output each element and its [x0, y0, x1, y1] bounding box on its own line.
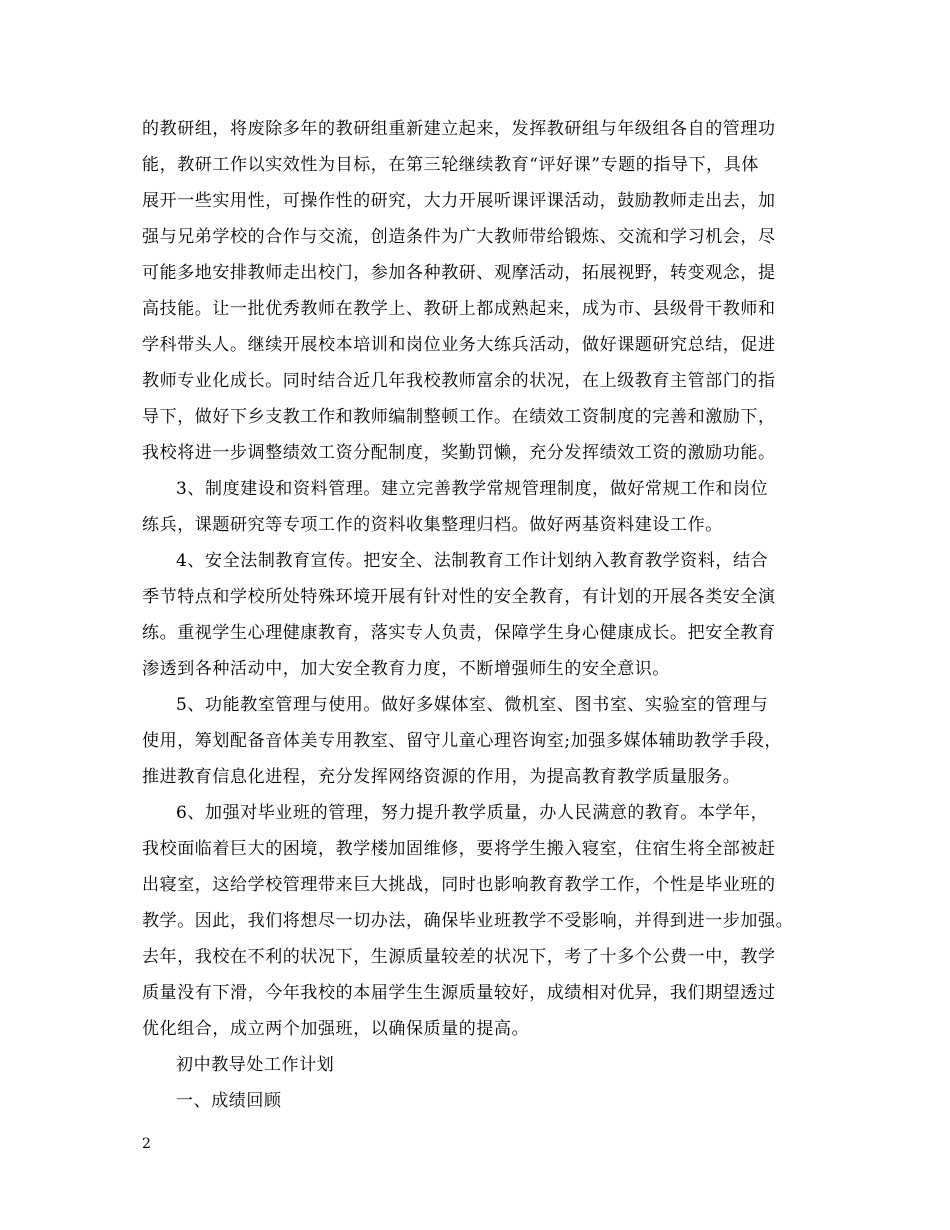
text-line: 推进教育信息化进程，充分发挥网络资源的作用，为提高教育教学质量服务。 — [142, 767, 741, 787]
text-line: 季节特点和学校所处特殊环境开展有针对性的安全教育，有计划的开展各类安全演 — [142, 587, 776, 607]
text-line: 学科带头人。继续开展校本培训和岗位业务大练兵活动，做好课题研究总结，促进 — [142, 335, 776, 355]
text-line: 高技能。让一批优秀教师在教学上、教研上都成熟起来，成为市、县级骨干教师和 — [142, 299, 776, 319]
text-line: 能，教研工作以实效性为目标，在第三轮继续教育“评好课”专题的指导下，具体 — [142, 155, 759, 175]
text-line: 强与兄弟学校的合作与交流，创造条件为广大教师带给锻炼、交流和学习机会，尽 — [142, 227, 776, 247]
text-line: 展开一些实用性，可操作性的研究，大力开展听课评课活动，鼓励教师走出去，加 — [142, 191, 776, 211]
text-line: 4、安全法制教育宣传。把安全、法制教育工作计划纳入教育教学资料，结合 — [176, 551, 769, 571]
text-line: 导下，做好下乡支教工作和教师编制整顿工作。在绩效工资制度的完善和激励下， — [142, 407, 776, 427]
text-line: 6、加强对毕业班的管理，努力提升教学质量，办人民满意的教育。本学年， — [176, 803, 769, 823]
page-number: 2 — [142, 1136, 151, 1152]
text-line: 使用，筹划配备音体美专用教室、留守儿童心理咨询室;加强多媒体辅助教学手段， — [142, 731, 782, 751]
text-line: 质量没有下滑，今年我校的本届学生生源质量较好，成绩相对优异，我们期望透过 — [142, 983, 776, 1003]
text-line: 的教研组，将废除多年的教研组重新建立起来，发挥教研组与年级组各自的管理功 — [142, 119, 776, 139]
text-line: 我校将进一步调整绩效工资分配制度，奖勤罚懒，充分发挥绩效工资的激励功能。 — [142, 443, 776, 463]
text-line: 5、功能教室管理与使用。做好多媒体室、微机室、图书室、实验室的管理与 — [176, 695, 769, 715]
text-line: 练。重视学生心理健康教育，落实专人负责，保障学生身心健康成长。把安全教育 — [142, 623, 776, 643]
text-line: 去年，我校在不利的状况下，生源质量较差的状况下，考了十多个公费一中，教学 — [142, 947, 776, 967]
section-heading: 一、成绩回顾 — [176, 1091, 282, 1111]
text-line: 出寝室，这给学校管理带来巨大挑战，同时也影响教育教学工作，个性是毕业班的 — [142, 875, 776, 895]
text-line: 练兵，课题研究等专项工作的资料收集整理归档。做好两基资料建设工作。 — [142, 515, 723, 535]
text-line: 3、制度建设和资料管理。建立完善教学常规管理制度，做好常规工作和岗位 — [176, 479, 769, 499]
text-line: 教学。因此，我们将想尽一切办法，确保毕业班教学不受影响，并得到进一步加强。 — [142, 911, 794, 931]
text-line: 我校面临着巨大的困境，教学楼加固维修，要将学生搬入寝室，住宿生将全部被赶 — [142, 839, 776, 859]
text-line: 优化组合，成立两个加强班，以确保质量的提高。 — [142, 1019, 530, 1039]
section-title: 初中教导处工作计划 — [176, 1055, 335, 1075]
text-line: 教师专业化成长。同时结合近几年我校教师富余的状况，在上级教育主管部门的指 — [142, 371, 776, 391]
text-line: 渗透到各种活动中，加大安全教育力度，不断增强师生的安全意识。 — [142, 659, 670, 679]
text-line: 可能多地安排教师走出校门，参加各种教研、观摩活动，拓展视野，转变观念，提 — [142, 263, 776, 283]
